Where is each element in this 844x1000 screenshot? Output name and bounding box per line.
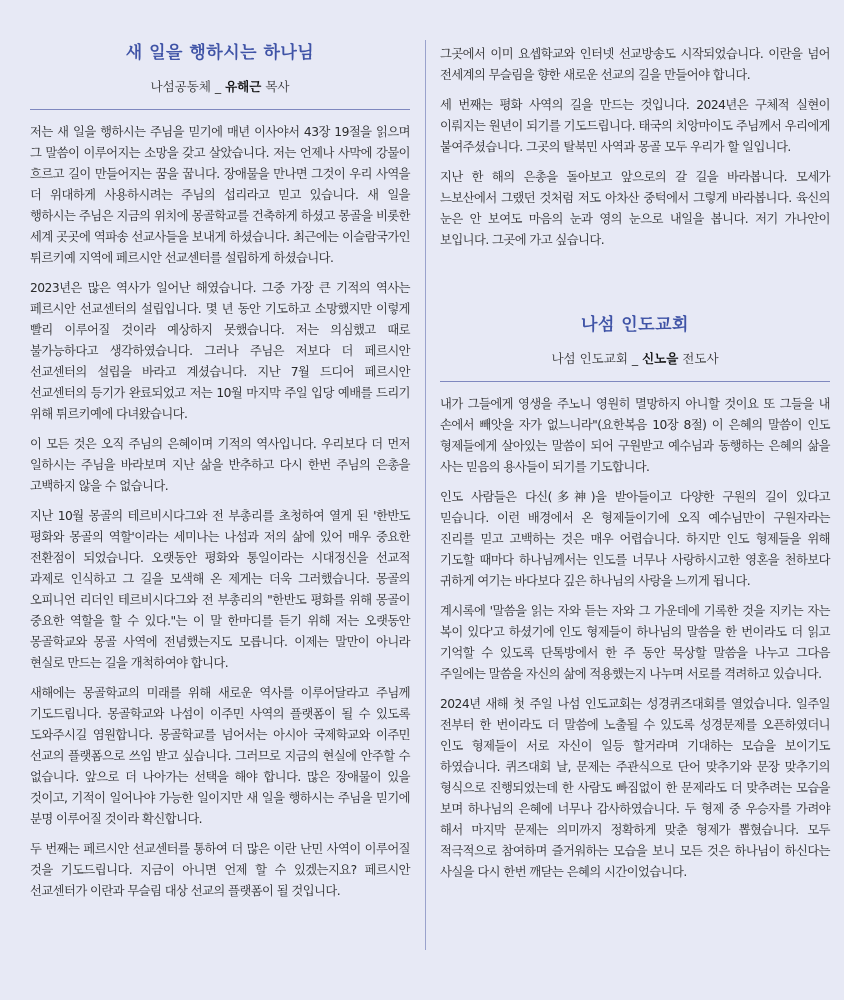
paragraph: 새해에는 몽골학교의 미래를 위해 새로운 역사를 이루어달라고 주님께 기도드립니다. 몽골학교와 나섬이 이주민 사역의 플랫폼이 될 수 있도록 도와주시길 염원합니다. 몽골학교를 넘어서는 아시아 국제학교와 이주민 선교의 플랫폼으로 쓰임 받고 싶습니다. 그러므로 지금의 현실에 안주할 수 없습니다. 앞으로 더 나아가는 선택을 해야 합니다. 많은 장애물이 있을 것이고, 기적이 일어나야 가능한 일이지만 새 일을 행하시는 주님을 믿기에 분명 이루어질 것이라 확신합니다. [30,686,410,826]
author-name: 신노을 [642,351,679,366]
paragraph: 2024년 새해 첫 주일 나섬 인도교회는 성경퀴즈대회를 열었습니다. 일주일 전부터 한 번이라도 더 말씀에 노출될 수 있도록 성경문제를 오픈하였더니 인도 형제들이 서로 자신이 일등 할거라며 기대하는 모습을 보이기도 하였습니다. 퀴즈대회 날, 문제는 주관식으로 단어 맞추기와 문장 맞추기의 형식으로 진행되었는데 한 사람도 빠짐없이 한 문제라도 더 맞추려는 모습을 보며 하나님의 은혜에 너무나 감사하였습니다. 두 형제 중 우승자를 가려야 해서 마지막 문제는 의미까지 정확하게 맞춘 형제가 뽑혔습니다. 모두 적극적으로 참여하며 즐거워하는 모습을 보니 모든 것은 하나님이 하신다는 사실을 다시 한번 깨닫는 은혜의 시간이었습니다. [440,697,830,879]
paragraph: 두 번째는 페르시안 선교센터를 통하여 더 많은 이란 난민 사역이 이루어질 것을 기도드립니다. 지금이 아니면 언제 할 수 있겠는지요? 페르시안 선교센터가 이란과 무슬림 대상 선교의 플랫폼이 될 것입니다. [30,842,410,898]
author-role: 전도사 [678,351,719,366]
byline-org: 나섬공동체 _ [150,79,226,94]
left-column [30,0,410,1000]
title-rule [440,381,830,382]
section-spacer [440,260,830,310]
paragraph: 지난 한 해의 은총을 돌아보고 앞으로의 갈 길을 바라봅니다. 모세가 느보산에서 그랬던 것처럼 저도 아차산 중턱에서 그렇게 바라봅니다. 육신의 눈은 안 보여도 마음의 눈과 영의 눈으로 내일을 봅니다. 저기 가나안이 보입니다. 그곳에 가고 싶습니다. [440,170,830,247]
paragraph: 계시록에 '말씀을 읽는 자와 듣는 자와 그 가운데에 기록한 것을 지키는 자는 복이 있다'고 하셨기에 인도 형제들이 하나님의 말씀을 한 번이라도 더 읽고 기억할 수 있도록 단톡방에서 한 주 동안 묵상할 말씀을 나누고 그다음 주일에는 말씀을 자신의 삶에 적용했는지 나누며 서로를 격려하고 있습니다. [440,604,830,681]
right-column [440,0,830,1000]
paragraph: 저는 새 일을 행하시는 주님을 믿기에 매년 이사야서 43장 19절을 읽으며 그 말씀이 이루어지는 소망을 갖고 살았습니다. 저는 언제나 사막에 강물이 흐르고 길이 만들어지는 꿈을 꿉니다. 장애물을 만나면 그것이 우리 사역을 더 위대하게 사용하시려는 주님의 섭리라고 믿고 있습니다. 새 일을 행하시는 주님은 지금의 위치에 몽골학교를 건축하게 하셨고 몽골을 비롯한 세계 곳곳에 역파송 선교사들을 보내게 하셨습니다. 최근에는 이슬람국가인 튀르키예 지역에 페르시안 선교센터를 설립하게 하셨습니다. [30,125,410,265]
paragraph: 이 모든 것은 오직 주님의 은혜이며 기적의 역사입니다. 우리보다 더 먼저 일하시는 주님을 바라보며 지난 삶을 반추하고 다시 한번 주님의 은총을 고백하지 않을 수 없습니다. [30,437,410,493]
author-name: 유해근 [225,79,262,94]
byline-left [30,77,410,95]
article-title-left: 새 일을 행하시는 하나님 [125,43,315,63]
paragraph: 2023년은 많은 역사가 일어난 해였습니다. 그중 가장 큰 기적의 역사는 페르시안 선교센터의 설립입니다. 몇 년 동안 기도하고 소망했지만 이렇게 빨리 이루어질 것이라 예상하지 못했습니다. 저는 의심했고 때로 불가능하다고 생각하였습니다. 그러나 주님은 저보다 더 페르시안 선교센터의 설립을 바라고 계셨습니다. 지난 7월 드디어 페르시안 선교센터의 등기가 완료되었고 저는 10월 마지막 주일 입당 예배를 드리기 위해 튀르키예에 다녀왔습니다. [30,281,410,421]
paragraph: 그곳에서 이미 요셉학교와 인터넷 선교방송도 시작되었습니다. 이란을 넘어 전세계의 무슬림을 향한 새로운 선교의 길을 만들어야 합니다. [440,47,830,82]
author-role: 목사 [261,79,290,94]
column-divider [425,40,426,950]
paragraph: 지난 10월 몽골의 테르비시다그와 전 부총리를 초청하여 열게 된 '한반도 평화와 몽골의 역할'이라는 세미나는 나섬과 저의 삶에 있어 매우 중요한 전환점이 되었습니다. 오랫동안 평화와 통일이라는 시대정신을 선교적 과제로 인식하고 그 길을 모색해 온 제게는 더욱 그러했습니다. 몽골의 오피니언 리더인 테르비시다그와 전 부총리의 "한반도 평화를 위해 몽골이 중요한 역할을 할 수 있다."는 이 말 한마디를 듣기 위해 저는 오랫동안 몽골학교와 몽골 사역에 전념했는지도 모릅니다. 이제는 말만이 아니라 현실로 만드는 길을 개척하여야 합니다. [30,509,410,670]
article-title-right: 나섬 인도교회 [581,315,689,335]
paragraph: 내가 그들에게 영생을 주노니 영원히 멸망하지 아니할 것이요 또 그들을 내 손에서 빼앗을 자가 없느니라"(요한복음 10장 8절) 이 은혜의 말씀이 인도 형제들에게 살아있는 말씀이 되어 구원받고 예수님과 동행하는 은혜의 삶을 사는 믿음의 용사들이 되기를 기도합니다. [440,397,830,474]
byline-right [440,349,830,367]
byline-org: 나섬 인도교회 _ [551,351,643,366]
paragraph: 인도 사람들은 다신(多神)을 받아들이고 다양한 구원의 길이 있다고 믿습니다. 이런 배경에서 온 형제들이기에 오직 예수님만이 구원자라는 진리를 믿고 고백하는 것은 매우 어렵습니다. 하지만 인도 형제들을 위해 기도할 때마다 하나님께서는 인도를 너무나 사랑하시고한 영혼을 천하보다 귀하게 여기는 바다보다 깊은 하나님의 사랑을 느끼게 됩니다. [440,490,830,588]
paragraph: 세 번째는 평화 사역의 길을 만드는 것입니다. 2024년은 구체적 실현이 이뤄지는 원년이 되기를 기도드립니다. 태국의 치앙마이도 주님께서 우리에게 붙여주셨습니다. 그곳의 탈북민 사역과 몽골 모두 우리가 할 일입니다. [440,98,830,154]
title-rule [30,109,410,110]
